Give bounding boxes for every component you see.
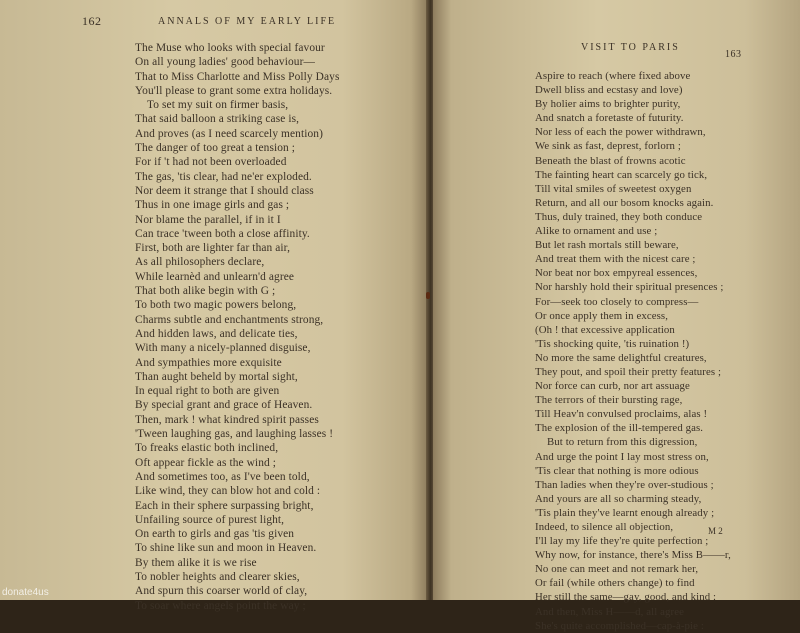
poem-line: Aspire to reach (where fixed above [535,70,691,82]
poem-line: Like wind, they can blow hot and cold : [135,485,321,498]
right-page [433,0,800,632]
poem-line: Unfailing source of purest light, [135,513,285,526]
poem-line: By special grant and grace of Heaven. [135,399,313,412]
watermark-text: donate4us [2,587,49,598]
poem-line: And snatch a foretaste of futurity. [535,112,684,125]
poem-line: Nor blame the parallel, if in it I [135,213,281,226]
poem-line: Can trace 'tween both a close affinity. [135,227,310,240]
poem-text-right [535,69,731,633]
poem-line: Nor less of each the power withdrawn, [535,126,706,139]
poem-line: Till vital smiles of sweetest oxygen [535,182,692,195]
poem-line: 'Tis shocking quite, 'tis ruination !) [535,337,690,350]
poem-line: That said balloon a striking case is, [135,113,300,126]
poem-line: And yours are all so charming steady, [535,492,702,505]
poem-line: Than aught beheld by mortal sight, [135,370,298,383]
poem-line: Charms subtle and enchantments strong, [135,313,324,326]
poem-line: The danger of too great a tension ; [135,142,296,155]
poem-line: And hidden laws, and delicate ties, [135,327,298,340]
poem-line: Or fail (while others change) to find [535,577,695,590]
poem-line: They pout, and spoil their pretty features ; [535,365,722,378]
poem-line: I'll lay my life they're quite perfection ; [535,535,709,548]
poem-line: And urge the point I lay most stress on, [535,450,709,463]
poem-line: For—seek too closely to compress— [535,295,699,308]
poem-line: To nobler heights and clearer skies, [135,570,300,583]
binding-thread [426,292,430,299]
poem-line: The terrors of their bursting rage, [535,394,683,407]
poem-line: She's quite accomplished—cap-à-pie : [535,619,704,632]
poem-line: But to return from this digression, [547,436,698,449]
poem-line: Nor force can curb, nor art assuage [535,380,690,393]
poem-line: Or once apply them in excess, [535,309,669,322]
poem-line: For if 't had not been overloaded [135,156,287,169]
poem-line: 'Tis clear that nothing is more odious [535,464,699,477]
poem-line: Alike to ornament and use ; [535,225,658,238]
poem-line: And proves (as I need scarcely mention) [135,127,323,140]
poem-line: Oft appear fickle as the wind ; [135,456,276,469]
poem-line: To soar where angels point the way ; [135,599,306,612]
poem-line: And sometimes too, as I've been told, [135,470,310,483]
poem-line: That to Miss Charlotte and Miss Polly Days [135,70,340,83]
poem-line: By them alike it is we rise [135,556,257,569]
poem-line: The fainting heart can scarcely go tick, [535,168,708,181]
page-number-left: 162 [82,14,102,28]
poem-line: While learnèd and unlearn'd agree [135,270,295,283]
poem-text-left [135,41,339,613]
poem-line: With many a nicely-planned disguise, [135,342,311,355]
poem-line: Than ladies when they're over-studious ; [535,478,714,491]
page-number-right: 163 [725,49,742,60]
poem-line: No one can meet and not remark her, [535,563,699,576]
poem-line: The explosion of the ill-tempered gas. [535,422,704,435]
poem-line: On earth to girls and gas 'tis given [135,528,295,541]
poem-line: In equal right to both are given [135,385,280,398]
poem-line: We sink as fast, deprest, forlorn ; [535,140,681,153]
poem-line: To freaks elastic both inclined, [135,442,279,455]
poem-line: Nor harshly hold their spiritual presences ; [535,281,724,294]
signature-mark: M 2 [708,526,723,536]
poem-line: First, both are lighter far than air, [135,242,291,255]
poem-line: Nor deem it strange that I should class [135,184,314,197]
poem-line: Beneath the blast of frowns acotic [535,154,686,167]
poem-line: 'Tween laughing gas, and laughing lasses ! [135,428,334,441]
poem-line: To shine like sun and moon in Heaven. [135,542,317,555]
poem-line: Till Heav'n convulsed proclaims, alas ! [535,408,708,421]
poem-line: That both alike begin with G ; [135,285,276,298]
poem-line: Then, mark ! what kindred spirit passes [135,413,319,426]
poem-line: And sympathies more exquisite [135,356,282,369]
poem-line: Her still the same—gay, good, and kind : [535,591,717,604]
poem-line: The gas, 'tis clear, had ne'er exploded. [135,170,312,183]
poem-line: But let rash mortals still beware, [535,239,679,252]
poem-line: And then, Miss H——d, all agree [535,605,685,618]
poem-line: And treat them with the nicest care ; [535,253,696,266]
poem-line: To both two magic powers belong, [135,299,297,312]
poem-line: To set my suit on firmer basis, [147,99,289,112]
poem-line: Each in their sphere surpassing bright, [135,499,314,512]
poem-line: Why now, for instance, there's Miss B——r, [535,549,731,562]
poem-line: Dwell bliss and ecstasy and love) [535,84,683,97]
poem-line: Nor beat nor box empyreal essences, [535,267,698,280]
running-head-right: VISIT TO PARIS [581,42,680,53]
poem-line: By holier aims to brighter purity, [535,98,681,111]
poem-line: As all philosophers declare, [135,256,265,269]
poem-line: Return, and all our bosom knocks again. [535,196,714,209]
poem-line: 'Tis plain they've learnt enough already ; [535,506,715,519]
poem-line: On all young ladies' good behaviour— [135,56,315,69]
poem-line: (Oh ! that excessive application [535,323,675,336]
running-head-left: ANNALS OF MY EARLY LIFE [158,16,337,27]
poem-line: And spurn this coarser world of clay, [135,585,308,598]
poem-line: Thus in one image girls and gas ; [135,199,290,212]
poem-line: You'll please to grant some extra holidays. [135,84,333,97]
poem-line: Indeed, to silence all objection, [535,521,674,533]
poem-line: Thus, duly trained, they both conduce [535,210,703,223]
poem-line: The Muse who looks with special favour [135,42,325,54]
poem-line: No more the same delightful creatures, [535,351,707,364]
